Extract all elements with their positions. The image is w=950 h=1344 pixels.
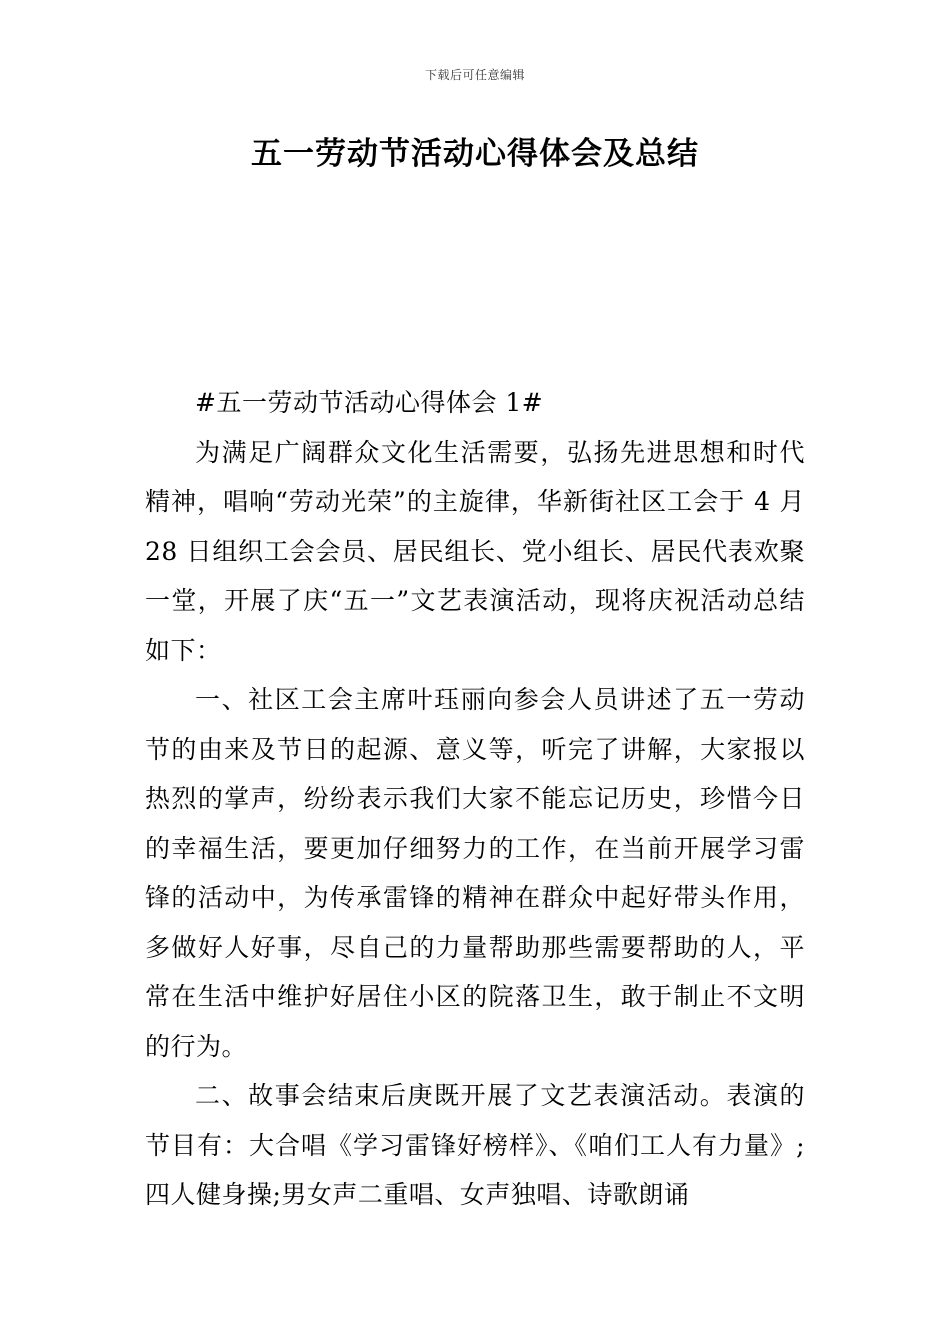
header-note: 下载后可任意编辑 (424, 68, 525, 82)
paragraph-intro: 为满足广阔群众文化生活需要，弘扬先进思想和时代精神，唱响“劳动光荣”的主旋律，华新街社区工会于 4 月 28 日组织工会会员、居民组长、党小组长、居民代表欢聚一堂，开展了庆“五一”文艺表演活动，现将庆祝活动总结如下： (145, 437, 805, 665)
paragraph-item-1: 一、社区工会主席叶珏丽向参会人员讲述了五一劳动节的由来及节日的起源、意义等，听完了讲解，大家报以热烈的掌声，纷纷表示我们大家不能忘记历史，珍惜今日的幸福生活，要更加仔细努力的工作，在当前开展学习雷锋的活动中，为传承雷锋的精神在群众中起好带头作用，多做好人好事，尽自己的力量帮助那些需要帮助的人，平常在生活中维护好居住小区的院落卫生，敢于制止不文明的行为。 (145, 685, 805, 1061)
document-body (145, 378, 805, 1220)
document-title: 五一劳动节活动心得体会及总结 (251, 136, 699, 172)
section-heading: #五一劳动节活动心得体会 1# (195, 388, 544, 417)
paragraph-item-2: 二、故事会结束后庚既开展了文艺表演活动。表演的节目有：大合唱《学习雷锋好榜样》、《咱们工人有力量》;四人健身操;男女声二重唱、女声独唱、诗歌朗诵 (145, 1081, 805, 1209)
